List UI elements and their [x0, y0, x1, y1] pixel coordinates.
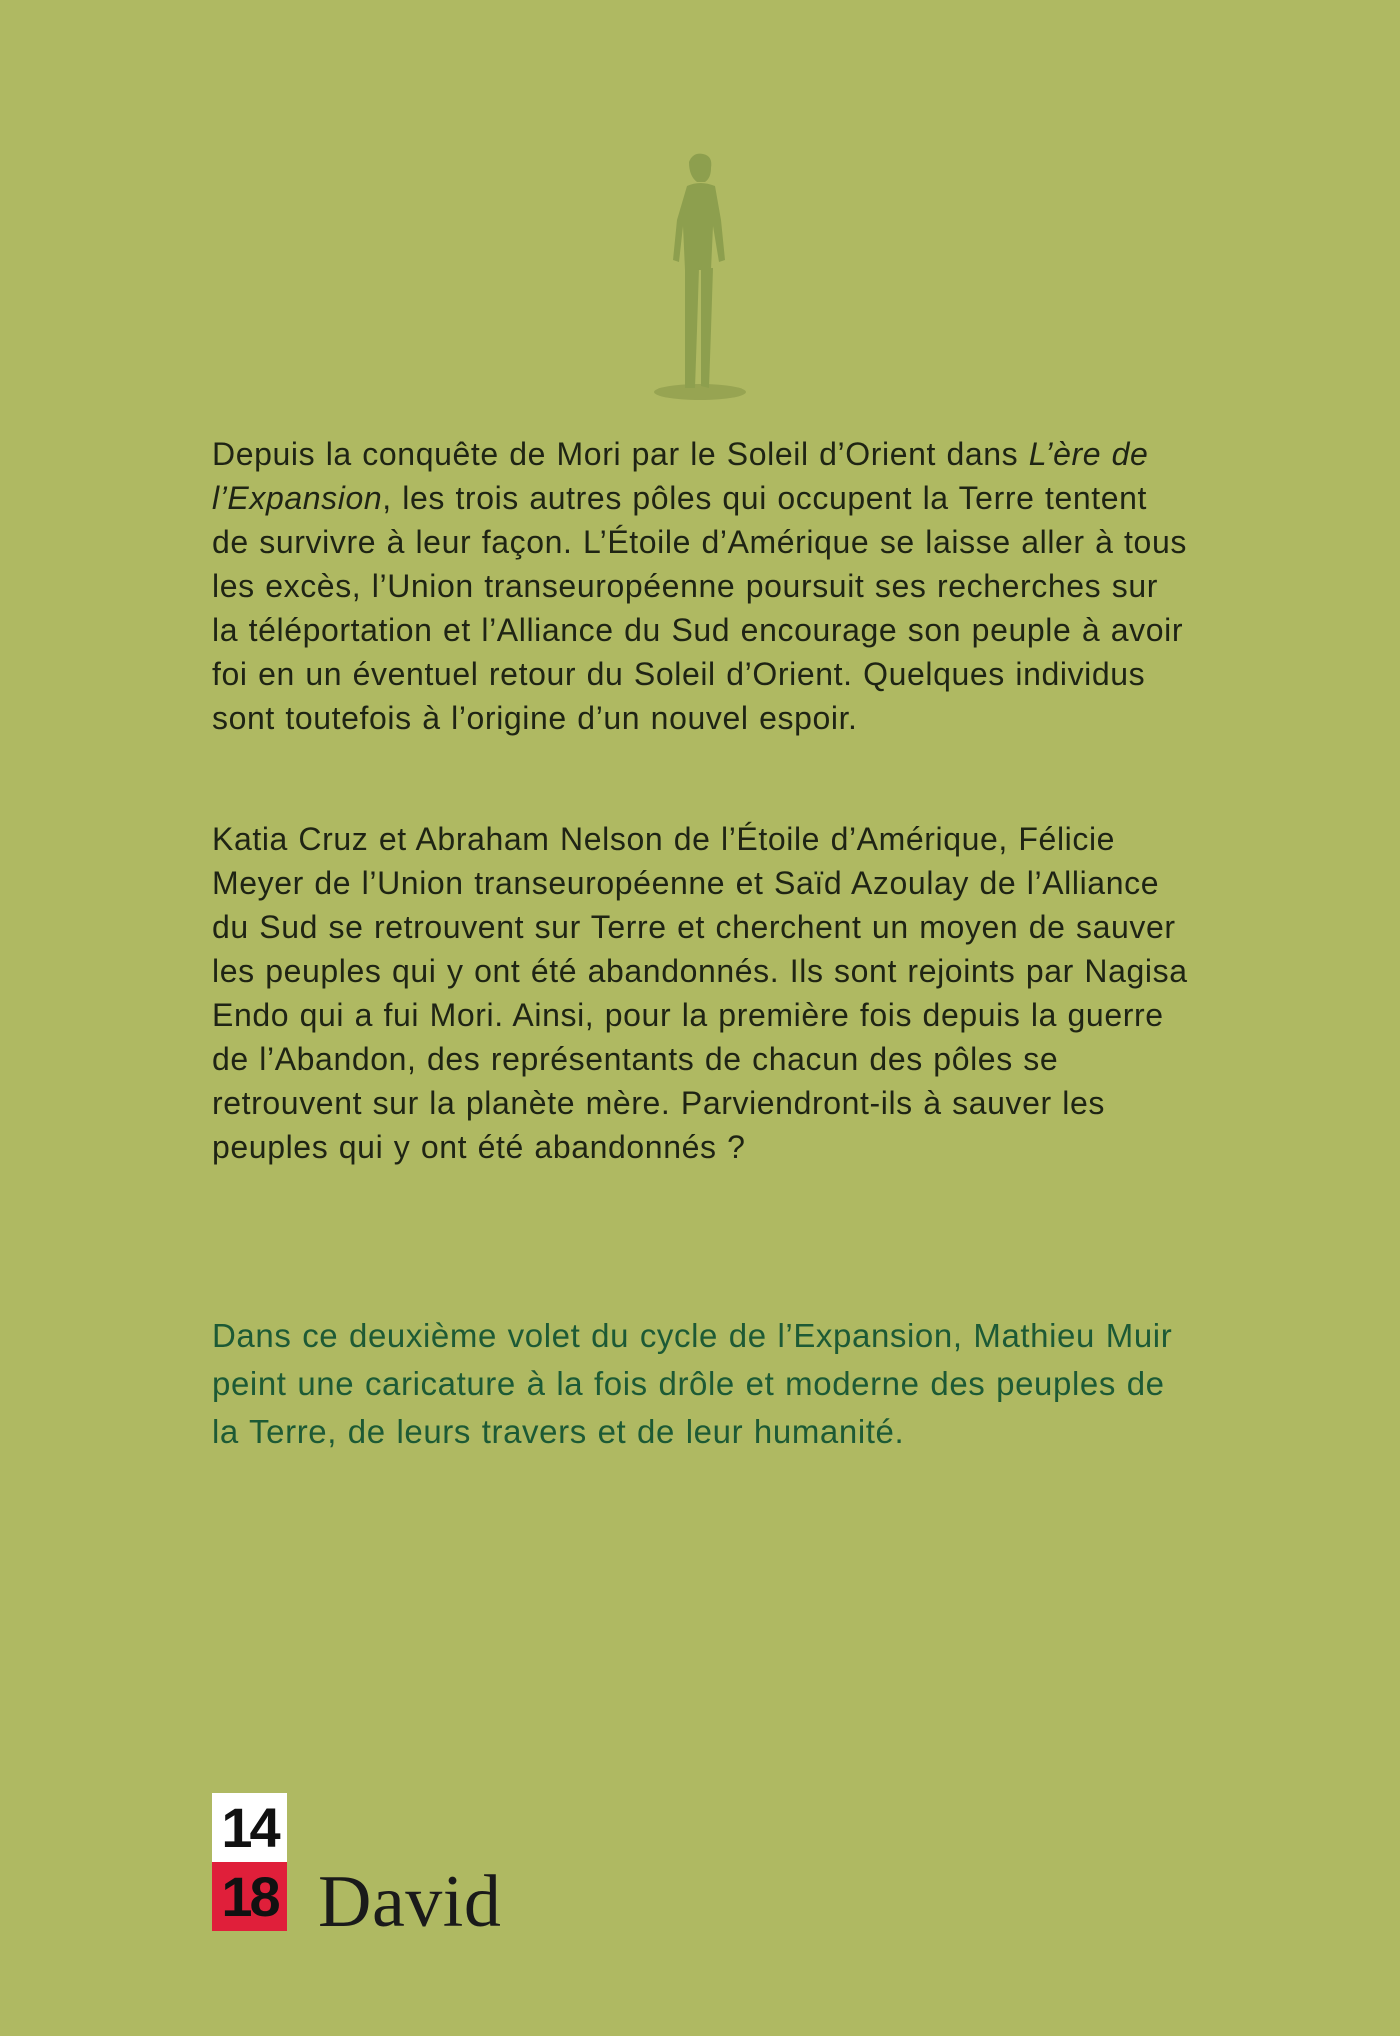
age-range-max: 18 [212, 1862, 287, 1931]
publisher-logo: David [318, 1861, 502, 1943]
synopsis-paragraph-1 [212, 432, 1194, 740]
synopsis-intro-text: Depuis la conquête de Mori par le Soleil d’Orient dans [212, 436, 1029, 472]
previous-book-title: L’ère de l’Expansion [212, 436, 1149, 516]
author-closing-statement: Dans ce deuxième volet du cycle de l’Expansion, Mathieu Muir peint une caricature à la fois drôle et moderne des peuples de la Terre, de leurs travers et de leur humanité. [212, 1317, 1173, 1450]
person-silhouette-icon [645, 150, 755, 400]
age-range-badge [212, 1793, 287, 1931]
age-range-min: 14 [212, 1793, 287, 1862]
synopsis-continuation-text: , les trois autres pôles qui occupent la Terre tentent de survivre à leur façon. L’Étoile d’Amérique se laisse aller à tous les excès, l’Union transeuropéenne poursuit ses recherches sur la téléportation et l’Alliance du Sud encourage son peuple à avoir foi en un éventuel retour du Soleil d’Orient. Quelques individus sont toutefois à l’origine d’un nouvel espoir. [212, 480, 1187, 736]
synopsis-paragraph-2: Katia Cruz et Abraham Nelson de l’Étoile d’Amérique, Félicie Meyer de l’Union transeuropéenne et Saïd Azoulay de l’Alliance du Sud se retrouvent sur Terre et cherchent un moyen de sauver les peuples qui y ont été abandonnés. Ils sont rejoints par Nagisa Endo qui a fui Mori. Ainsi, pour la première fois depuis la guerre de l’Abandon, des représentants de chacun des pôles se retrouvent sur la planète mère. Parviendront-ils à sauver les peuples qui y ont été abandonnés ? [212, 821, 1188, 1165]
